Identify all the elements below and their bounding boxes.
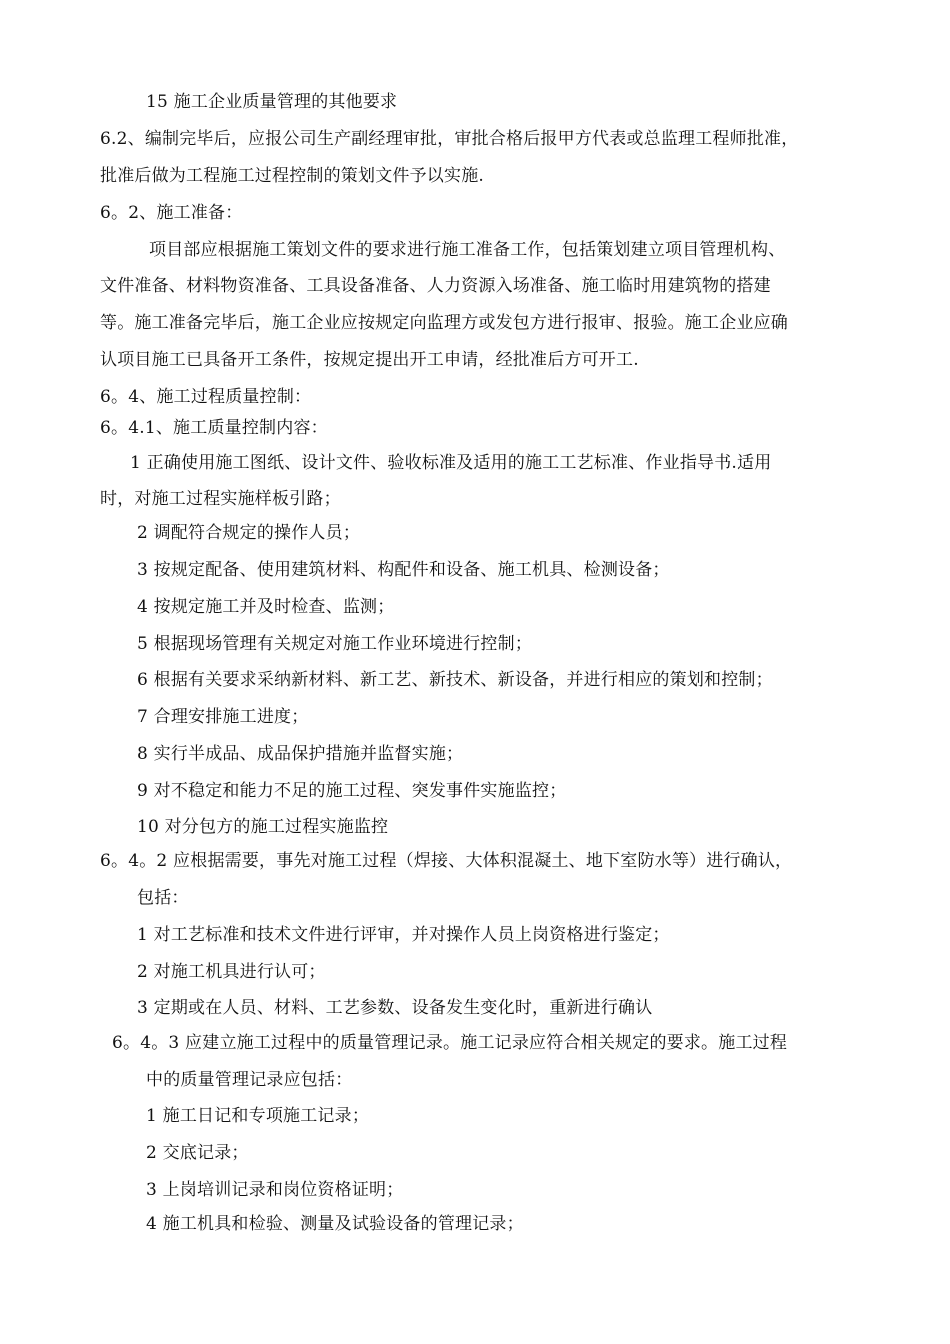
text-line: 2 交底记录； — [146, 1143, 249, 1163]
text-line: 3 上岗培训记录和岗位资格证明； — [146, 1180, 404, 1200]
text-line: 6。4。3 应建立施工过程中的质量管理记录。施工记录应符合相关规定的要求。施工过程 — [112, 1033, 788, 1053]
text-line: 4 按规定施工并及时检查、监测； — [137, 597, 395, 617]
text-line: 2 对施工机具进行认可； — [137, 962, 326, 982]
text-line: 等。施工准备完毕后，施工企业应按规定向监理方或发包方进行报审、报验。施工企业应确 — [100, 313, 788, 333]
text-line: 6.2、编制完毕后，应报公司生产副经理审批，审批合格后报甲方代表或总监理工程师批准， — [100, 129, 799, 149]
text-line: 批准后做为工程施工过程控制的策划文件予以实施. — [100, 166, 485, 186]
text-line: 10 对分包方的施工过程实施监控 — [137, 817, 389, 837]
text-line: 6 根据有关要求采纳新材料、新工艺、新技术、新设备，并进行相应的策划和控制； — [137, 670, 773, 690]
text-line: 项目部应根据施工策划文件的要求进行施工准备工作，包括策划建立项目管理机构、 — [149, 240, 786, 260]
text-line: 时，对施工过程实施样板引路； — [100, 489, 341, 509]
text-line: 2 调配符合规定的操作人员； — [137, 523, 361, 543]
text-line: 15 施工企业质量管理的其他要求 — [146, 92, 398, 112]
text-line: 认项目施工已具备开工条件，按规定提出开工申请，经批准后方可开工. — [100, 350, 639, 370]
text-line: 包括： — [137, 888, 189, 908]
text-line: 1 对工艺标准和技术文件进行评审，并对操作人员上岗资格进行鉴定； — [137, 925, 670, 945]
text-line: 中的质量管理记录应包括： — [146, 1070, 353, 1090]
text-line: 9 对不稳定和能力不足的施工过程、突发事件实施监控； — [137, 781, 567, 801]
text-line: 7 合理安排施工进度； — [137, 707, 309, 727]
text-line: 6。2、施工准备： — [100, 203, 243, 223]
text-line: 4 施工机具和检验、测量及试验设备的管理记录； — [146, 1214, 524, 1234]
text-line: 3 按规定配备、使用建筑材料、构配件和设备、施工机具、检测设备； — [137, 560, 670, 580]
text-line: 8 实行半成品、成品保护措施并监督实施； — [137, 744, 464, 764]
text-line: 5 根据现场管理有关规定对施工作业环境进行控制； — [137, 634, 533, 654]
text-line: 6。4。2 应根据需要，事先对施工过程（焊接、大体积混凝土、地下室防水等）进行确认， — [100, 851, 793, 871]
text-line: 1 正确使用施工图纸、设计文件、验收标准及适用的施工工艺标准、作业指导书.适用 — [130, 453, 772, 473]
text-line: 6。4.1、施工质量控制内容： — [100, 418, 328, 438]
text-line: 1 施工日记和专项施工记录； — [146, 1106, 370, 1126]
text-line: 文件准备、材料物资准备、工具设备准备、人力资源入场准备、施工临时用建筑物的搭建 — [100, 276, 771, 296]
text-line: 6。4、施工过程质量控制： — [100, 387, 312, 407]
text-line: 3 定期或在人员、材料、工艺参数、设备发生变化时，重新进行确认 — [137, 998, 653, 1018]
